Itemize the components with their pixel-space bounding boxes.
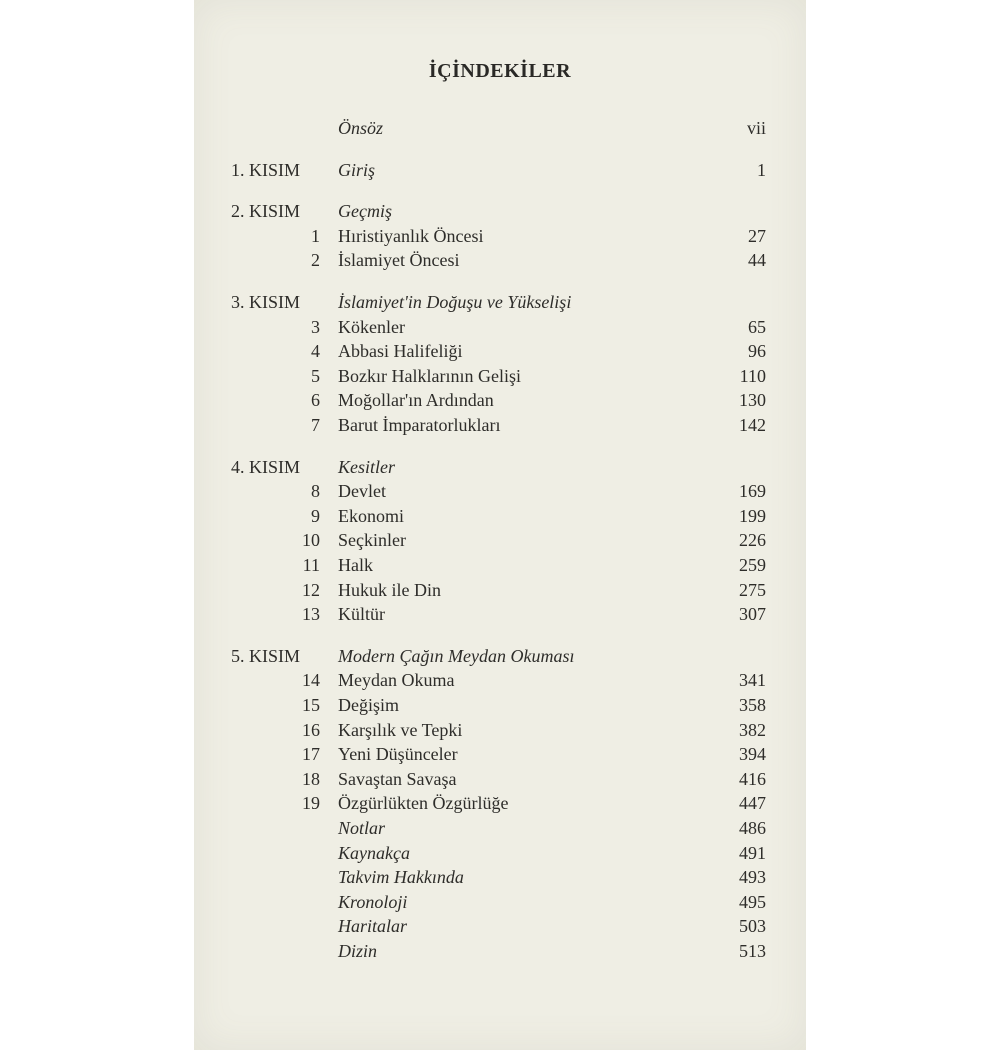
page-number: 358 <box>739 695 766 715</box>
chapter-number: 7 <box>311 415 320 435</box>
page-number: 65 <box>748 317 766 337</box>
toc-entry <box>194 767 806 791</box>
toc-entry <box>194 644 806 668</box>
chapter-number: 15 <box>302 695 320 715</box>
toc-entry <box>194 479 806 503</box>
chapter-title: Abbasi Halifeliği <box>338 341 463 361</box>
page-number: 130 <box>739 390 766 410</box>
toc-entry <box>194 388 806 412</box>
toc-entry <box>194 364 806 388</box>
chapter-number: 14 <box>302 670 320 690</box>
page-number: 491 <box>739 843 766 863</box>
book-page <box>194 0 806 1050</box>
page-number: 341 <box>739 670 766 690</box>
chapter-number: 1 <box>311 226 320 246</box>
toc-entry <box>194 248 806 272</box>
page-number: 96 <box>748 341 766 361</box>
page-number: 199 <box>739 506 766 526</box>
part-label: 5. KISIM <box>231 646 301 666</box>
chapter-title: Yeni Düşünceler <box>338 744 458 764</box>
page-number: 495 <box>739 892 766 912</box>
chapter-number: 2 <box>311 250 320 270</box>
page-number: 1 <box>757 160 766 180</box>
toc-entry <box>194 890 806 914</box>
chapter-title: Barut İmparatorlukları <box>338 415 501 435</box>
toc-entry <box>194 199 806 223</box>
page-number: 169 <box>739 481 766 501</box>
toc-entry <box>194 791 806 815</box>
part-label: 3. KISIM <box>231 292 301 312</box>
chapter-number: 13 <box>302 604 320 624</box>
section-title: Kaynakça <box>338 843 410 863</box>
toc-entry <box>194 602 806 626</box>
toc-entry <box>194 224 806 248</box>
page-number: vii <box>746 118 766 138</box>
chapter-title: İslamiyet Öncesi <box>338 250 460 270</box>
page-number: 416 <box>739 769 766 789</box>
toc-entry <box>194 455 806 479</box>
chapter-title: Hıristiyanlık Öncesi <box>338 226 484 246</box>
toc-entry <box>194 865 806 889</box>
toc-entry <box>194 413 806 437</box>
page-number: 486 <box>739 818 766 838</box>
chapter-title: Özgürlükten Özgürlüğe <box>338 793 509 813</box>
toc-entry <box>194 742 806 766</box>
part-title: Giriş <box>338 160 376 180</box>
chapter-title: Devlet <box>338 481 386 501</box>
chapter-number: 8 <box>311 481 320 501</box>
chapter-number: 10 <box>302 530 320 550</box>
toc-entry <box>194 158 806 182</box>
page-number: 394 <box>739 744 766 764</box>
toc-entry <box>194 290 806 314</box>
chapter-title: Seçkinler <box>338 530 406 550</box>
page-number: 275 <box>739 580 766 600</box>
toc-entry <box>194 816 806 840</box>
section-title: Takvim Hakkında <box>338 867 464 887</box>
page-number: 226 <box>739 530 766 550</box>
part-title: İslamiyet'in Doğuşu ve Yükselişi <box>338 292 572 312</box>
chapter-number: 18 <box>302 769 320 789</box>
section-title: Önsöz <box>338 118 384 138</box>
toc-entry <box>194 315 806 339</box>
chapter-title: Kökenler <box>338 317 405 337</box>
chapter-title: Hukuk ile Din <box>338 580 441 600</box>
toc-entry <box>194 116 806 140</box>
chapter-number: 3 <box>311 317 320 337</box>
page-number: 44 <box>748 250 766 270</box>
chapter-title: Ekonomi <box>338 506 404 526</box>
chapter-title: Bozkır Halklarının Gelişi <box>338 366 521 386</box>
chapter-number: 11 <box>302 555 320 575</box>
section-title: Haritalar <box>338 916 408 936</box>
page-number: 27 <box>748 226 766 246</box>
chapter-number: 17 <box>302 744 320 764</box>
chapter-title: Moğollar'ın Ardından <box>338 390 494 410</box>
toc-entry <box>194 939 806 963</box>
page-number: 142 <box>739 415 766 435</box>
section-title: Kronoloji <box>338 892 408 912</box>
part-title: Modern Çağın Meydan Okuması <box>338 646 575 666</box>
toc-entry <box>194 668 806 692</box>
page-title: İÇİNDEKİLER <box>428 60 572 82</box>
part-label: 4. KISIM <box>231 457 301 477</box>
toc-entry <box>194 693 806 717</box>
chapter-title: Halk <box>338 555 373 575</box>
page-number: 503 <box>739 916 766 936</box>
page-number: 307 <box>739 604 766 624</box>
page-number: 493 <box>739 867 766 887</box>
part-label: 2. KISIM <box>231 201 301 221</box>
chapter-number: 6 <box>311 390 320 410</box>
chapter-number: 12 <box>302 580 320 600</box>
page-number: 447 <box>739 793 766 813</box>
chapter-title: Savaştan Savaşa <box>338 769 457 789</box>
toc-entry <box>194 914 806 938</box>
toc-entry <box>194 718 806 742</box>
chapter-title: Karşılık ve Tepki <box>338 720 463 740</box>
toc-entry <box>194 504 806 528</box>
part-label: 1. KISIM <box>231 160 301 180</box>
section-title: Dizin <box>338 941 378 961</box>
part-title: Kesitler <box>338 457 395 477</box>
page-number: 110 <box>739 366 766 386</box>
part-title: Geçmiş <box>338 201 392 221</box>
toc-entry <box>194 339 806 363</box>
chapter-number: 9 <box>311 506 320 526</box>
toc-entry <box>194 553 806 577</box>
chapter-number: 19 <box>302 793 320 813</box>
chapter-title: Meydan Okuma <box>338 670 455 690</box>
chapter-title: Kültür <box>338 604 385 624</box>
page-number: 382 <box>739 720 766 740</box>
chapter-number: 4 <box>311 341 320 361</box>
page-number: 259 <box>739 555 766 575</box>
toc-entry <box>194 528 806 552</box>
chapter-number: 16 <box>302 720 320 740</box>
page-number: 513 <box>739 941 766 961</box>
chapter-title: Değişim <box>338 695 399 715</box>
toc-entry <box>194 578 806 602</box>
section-title: Notlar <box>338 818 386 838</box>
toc-entry <box>194 841 806 865</box>
chapter-number: 5 <box>311 366 320 386</box>
